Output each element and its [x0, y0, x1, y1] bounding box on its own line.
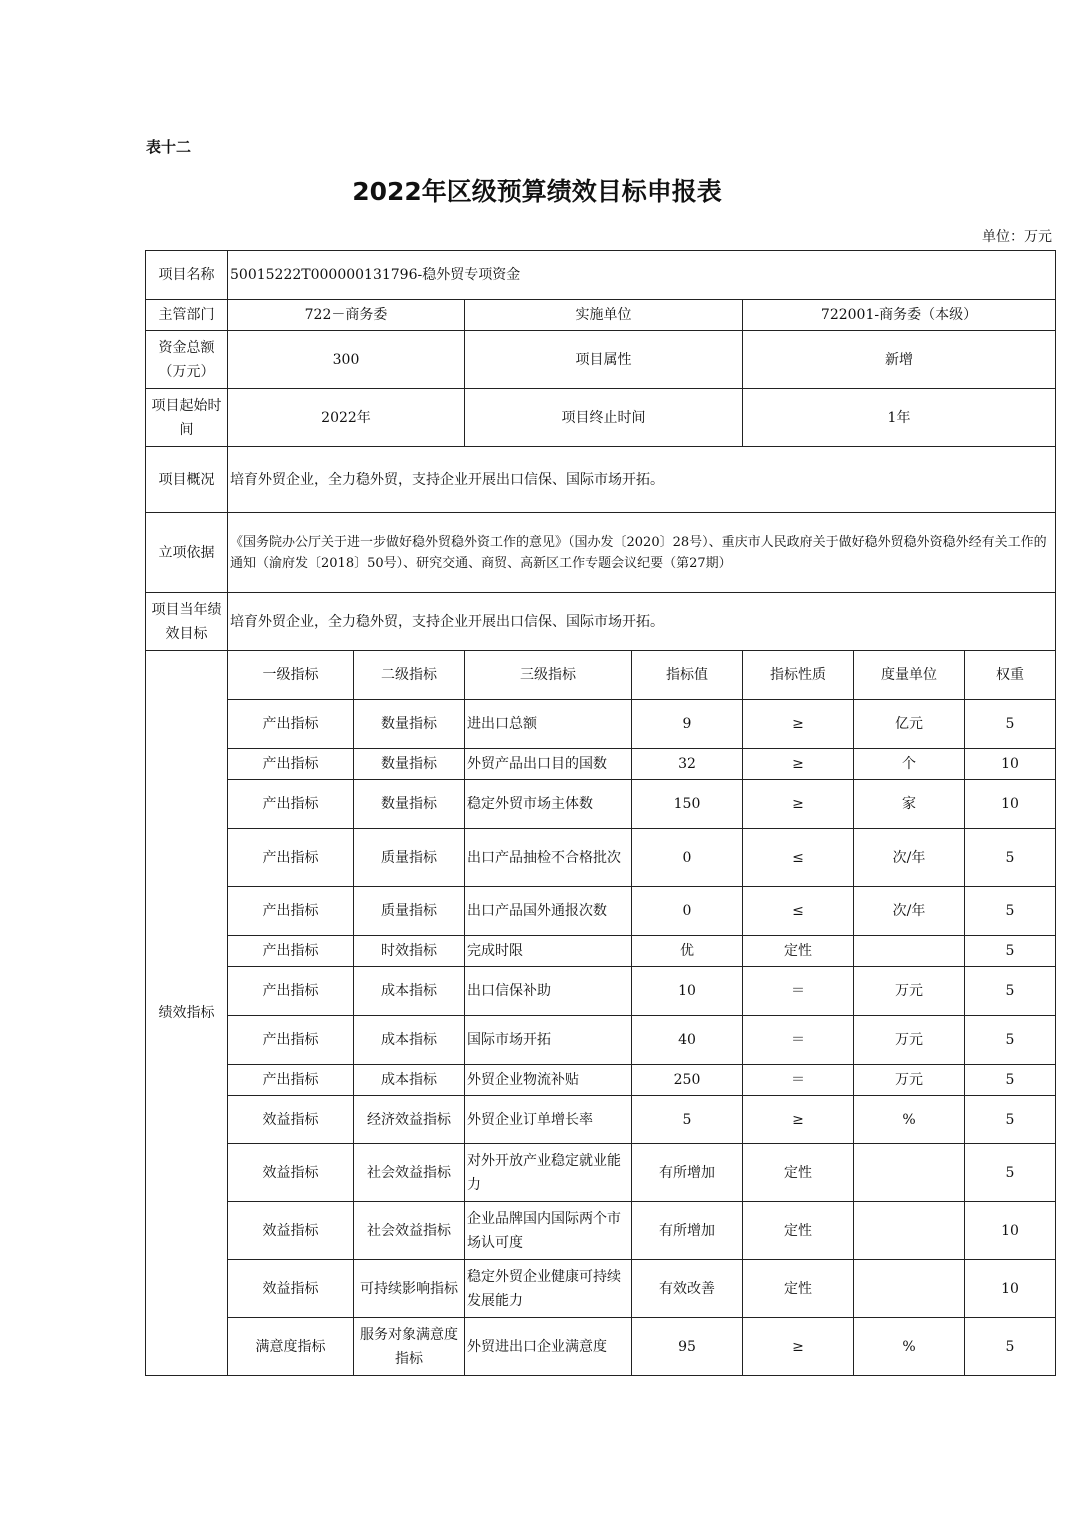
dept-row: [146, 300, 1056, 331]
nature-cell: ≥: [743, 780, 854, 829]
level3-cell: 企业品牌国内国际两个市场认可度: [465, 1202, 632, 1260]
level2-cell: 成本指标: [354, 1016, 465, 1065]
level1-cell: 效益指标: [228, 1260, 354, 1318]
unit-label: 单位：万元: [982, 229, 1052, 245]
level3-cell: 出口产品抽检不合格批次: [465, 829, 632, 887]
column-header-unit: 度量单位: [854, 651, 965, 700]
basis-row: [146, 513, 1056, 593]
nature-cell: ＝: [743, 1016, 854, 1065]
indicator-section-label: 绩效指标: [146, 651, 228, 1376]
unit-cell: 次/年: [854, 829, 965, 887]
level2-cell: 数量指标: [354, 780, 465, 829]
column-header-level3: 三级指标: [465, 651, 632, 700]
level2-cell: 时效指标: [354, 936, 465, 967]
performance-target-table: [145, 250, 1056, 1376]
level2-cell: 数量指标: [354, 749, 465, 780]
value-cell: 有效改善: [632, 1260, 743, 1318]
weight-cell: 5: [965, 887, 1056, 936]
nature-cell: ≥: [743, 1096, 854, 1144]
table-row: [146, 887, 1056, 936]
end-label: 项目终止时间: [465, 389, 743, 447]
nature-cell: ≤: [743, 887, 854, 936]
nature-cell: ＝: [743, 1065, 854, 1096]
value-cell: 10: [632, 967, 743, 1016]
level1-cell: 产出指标: [228, 700, 354, 749]
value-cell: 0: [632, 887, 743, 936]
overview-value: 培育外贸企业，全力稳外贸，支持企业开展出口信保、国际市场开拓。: [228, 447, 1056, 513]
nature-cell: ＝: [743, 967, 854, 1016]
level2-cell: 服务对象满意度指标: [354, 1318, 465, 1376]
level1-cell: 产出指标: [228, 829, 354, 887]
column-header-level1: 一级指标: [228, 651, 354, 700]
value-cell: 9: [632, 700, 743, 749]
project-name-row: [146, 251, 1056, 300]
value-cell: 优: [632, 936, 743, 967]
goal-label: 项目当年绩效目标: [146, 593, 228, 651]
level3-cell: 稳定外贸市场主体数: [465, 780, 632, 829]
impl-label: 实施单位: [465, 300, 743, 331]
level3-cell: 出口信保补助: [465, 967, 632, 1016]
level2-cell: 数量指标: [354, 700, 465, 749]
level1-cell: 产出指标: [228, 1065, 354, 1096]
table-row: [146, 936, 1056, 967]
column-header-nature: 指标性质: [743, 651, 854, 700]
unit-cell: [854, 1144, 965, 1202]
value-cell: 95: [632, 1318, 743, 1376]
dept-value: 722－商务委: [228, 300, 465, 331]
project-name-label: 项目名称: [146, 251, 228, 300]
unit-cell: [854, 1260, 965, 1318]
nature-cell: ≥: [743, 700, 854, 749]
level2-cell: 质量指标: [354, 829, 465, 887]
weight-cell: 10: [965, 1202, 1056, 1260]
start-value: 2022年: [228, 389, 465, 447]
weight-cell: 5: [965, 967, 1056, 1016]
nature-cell: ≥: [743, 1318, 854, 1376]
level2-cell: 社会效益指标: [354, 1202, 465, 1260]
value-cell: 有所增加: [632, 1202, 743, 1260]
level2-cell: 经济效益指标: [354, 1096, 465, 1144]
unit-cell: 亿元: [854, 700, 965, 749]
nature-cell: 定性: [743, 936, 854, 967]
level2-cell: 成本指标: [354, 1065, 465, 1096]
weight-cell: 5: [965, 1096, 1056, 1144]
overview-label: 项目概况: [146, 447, 228, 513]
table-number-label: 表十二: [146, 138, 192, 156]
period-row: [146, 389, 1056, 447]
fund-value: 300: [228, 331, 465, 389]
end-value: 1年: [743, 389, 1056, 447]
basis-label: 立项依据: [146, 513, 228, 593]
unit-cell: 家: [854, 780, 965, 829]
unit-cell: 万元: [854, 967, 965, 1016]
level3-cell: 外贸企业物流补贴: [465, 1065, 632, 1096]
table-row: [146, 1096, 1056, 1144]
goal-row: [146, 593, 1056, 651]
level3-cell: 外贸企业订单增长率: [465, 1096, 632, 1144]
level1-cell: 效益指标: [228, 1096, 354, 1144]
level3-cell: 国际市场开拓: [465, 1016, 632, 1065]
level3-cell: 完成时限: [465, 936, 632, 967]
unit-cell: [854, 1202, 965, 1260]
level3-cell: 外贸产品出口目的国数: [465, 749, 632, 780]
table-row: [146, 1016, 1056, 1065]
table-row: [146, 1144, 1056, 1202]
level1-cell: 产出指标: [228, 887, 354, 936]
table-row: [146, 1202, 1056, 1260]
fund-label: 资金总额（万元）: [146, 331, 228, 389]
weight-cell: 5: [965, 1065, 1056, 1096]
dept-label: 主管部门: [146, 300, 228, 331]
column-header-level2: 二级指标: [354, 651, 465, 700]
weight-cell: 10: [965, 1260, 1056, 1318]
fund-row: [146, 331, 1056, 389]
unit-cell: 个: [854, 749, 965, 780]
value-cell: 有所增加: [632, 1144, 743, 1202]
value-cell: 150: [632, 780, 743, 829]
nature-cell: 定性: [743, 1144, 854, 1202]
level1-cell: 产出指标: [228, 749, 354, 780]
nature-cell: ≤: [743, 829, 854, 887]
weight-cell: 5: [965, 829, 1056, 887]
overview-row: [146, 447, 1056, 513]
attr-label: 项目属性: [465, 331, 743, 389]
goal-value: 培育外贸企业，全力稳外贸，支持企业开展出口信保、国际市场开拓。: [228, 593, 1056, 651]
level3-cell: 出口产品国外通报次数: [465, 887, 632, 936]
indicator-header-row: [146, 651, 1056, 700]
level1-cell: 产出指标: [228, 936, 354, 967]
level2-cell: 成本指标: [354, 967, 465, 1016]
value-cell: 250: [632, 1065, 743, 1096]
basis-value: 《国务院办公厅关于进一步做好稳外贸稳外资工作的意见》（国办发〔2020〕28号）、重庆市人民政府关于做好稳外贸稳外资稳外经有关工作的通知（渝府发〔2018〕50号）、研究交通、商贸、高新区工作专题会议纪要（第27期）: [228, 513, 1056, 593]
unit-cell: 万元: [854, 1065, 965, 1096]
level3-cell: 外贸进出口企业满意度: [465, 1318, 632, 1376]
table-row: [146, 749, 1056, 780]
table-row: [146, 829, 1056, 887]
nature-cell: 定性: [743, 1260, 854, 1318]
weight-cell: 10: [965, 780, 1056, 829]
nature-cell: ≥: [743, 749, 854, 780]
start-label: 项目起始时间: [146, 389, 228, 447]
unit-cell: 次/年: [854, 887, 965, 936]
weight-cell: 10: [965, 749, 1056, 780]
level1-cell: 满意度指标: [228, 1318, 354, 1376]
table-row: [146, 1065, 1056, 1096]
table-row: [146, 967, 1056, 1016]
level3-cell: 稳定外贸企业健康可持续发展能力: [465, 1260, 632, 1318]
table-row: [146, 700, 1056, 749]
level2-cell: 可持续影响指标: [354, 1260, 465, 1318]
level1-cell: 效益指标: [228, 1144, 354, 1202]
impl-value: 722001-商务委（本级）: [743, 300, 1056, 331]
level1-cell: 产出指标: [228, 780, 354, 829]
value-cell: 0: [632, 829, 743, 887]
unit-cell: [854, 936, 965, 967]
value-cell: 5: [632, 1096, 743, 1144]
page-title: 2022年区级预算绩效目标申报表: [352, 177, 722, 206]
unit-cell: %: [854, 1096, 965, 1144]
nature-cell: 定性: [743, 1202, 854, 1260]
weight-cell: 5: [965, 1016, 1056, 1065]
level1-cell: 产出指标: [228, 967, 354, 1016]
level2-cell: 社会效益指标: [354, 1144, 465, 1202]
level3-cell: 对外开放产业稳定就业能力: [465, 1144, 632, 1202]
weight-cell: 5: [965, 1318, 1056, 1376]
level1-cell: 效益指标: [228, 1202, 354, 1260]
value-cell: 32: [632, 749, 743, 780]
unit-cell: %: [854, 1318, 965, 1376]
level3-cell: 进出口总额: [465, 700, 632, 749]
table-row: [146, 1260, 1056, 1318]
project-name-value: 50015222T000000131796-稳外贸专项资金: [228, 251, 1056, 300]
table-row: [146, 780, 1056, 829]
weight-cell: 5: [965, 1144, 1056, 1202]
weight-cell: 5: [965, 936, 1056, 967]
weight-cell: 5: [965, 700, 1056, 749]
column-header-value: 指标值: [632, 651, 743, 700]
column-header-weight: 权重: [965, 651, 1056, 700]
attr-value: 新增: [743, 331, 1056, 389]
level2-cell: 质量指标: [354, 887, 465, 936]
level1-cell: 产出指标: [228, 1016, 354, 1065]
table-row: [146, 1318, 1056, 1376]
value-cell: 40: [632, 1016, 743, 1065]
unit-cell: 万元: [854, 1016, 965, 1065]
